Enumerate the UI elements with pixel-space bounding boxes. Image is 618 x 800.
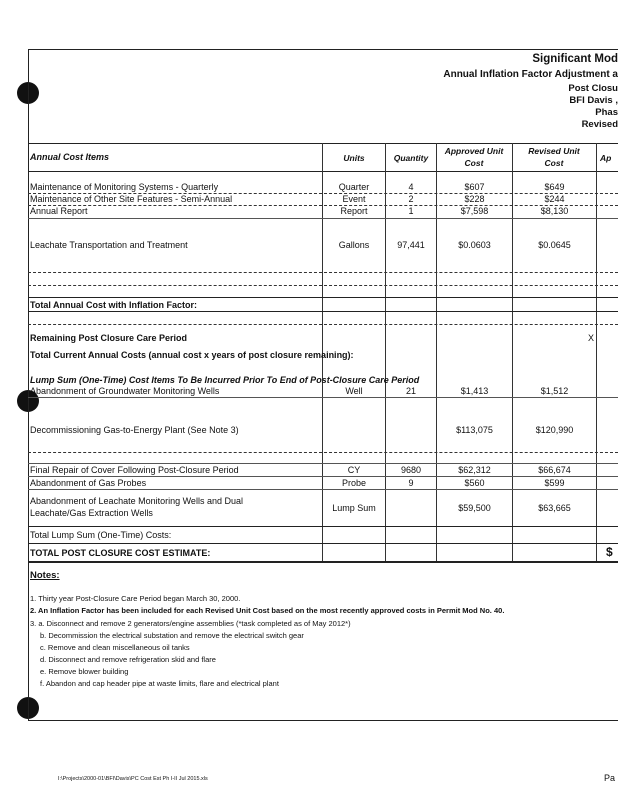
total-current-label: Total Current Annual Costs (annual cost x years of post closure remaining): — [30, 350, 354, 360]
row-divider — [28, 489, 618, 490]
col-header-approved: Approved Unit Cost — [444, 146, 504, 168]
note-3d: d. Disconnect and remove refrigeration skid and flare — [40, 655, 216, 664]
lump-row-units: Well — [345, 386, 363, 396]
doc-line-5: Phas — [595, 107, 618, 118]
lump-row-item: Abandonment of Gas Probes — [30, 478, 147, 488]
row-units: Event — [342, 194, 366, 204]
row-approved: $7,598 — [460, 206, 489, 216]
row-divider — [28, 285, 618, 286]
doc-line-3: Post Closu — [568, 83, 618, 94]
lump-sum-header: Lump Sum (One-Time) Cost Items To Be Incurred Prior To End of Post-Closure Care Period — [30, 375, 420, 385]
row-qty: 1 — [408, 206, 414, 216]
lump-row-approved: $62,312 — [458, 465, 491, 475]
lump-row-units: Probe — [341, 478, 367, 488]
row-units: Quarter — [338, 182, 370, 192]
lump-row-revised: $63,665 — [538, 503, 571, 513]
note-3b: b. Decommission the electrical substation and remove the electrical switch gear — [40, 631, 304, 640]
grand-total-dollar: $ — [606, 545, 613, 559]
row-divider — [28, 297, 618, 298]
row-approved: $607 — [464, 182, 485, 192]
bottom-border — [28, 720, 618, 721]
lump-row-units: Lump Sum — [332, 503, 376, 513]
note-3f: f. Abandon and cap header pipe at waste limits, flare and electrical plant — [40, 679, 279, 688]
doc-line-6: Revised — [581, 119, 618, 130]
note-3a: 3. a. Disconnect and remove 2 generators/engine assemblies (*task completed as of May 2012*) — [30, 619, 351, 628]
row-units: Gallons — [338, 240, 370, 250]
row-divider — [28, 543, 618, 544]
lump-row-revised: $66,674 — [538, 465, 571, 475]
col-header-items: Annual Cost Items — [30, 152, 110, 162]
row-revised: $244 — [544, 194, 565, 204]
row-item: Maintenance of Monitoring Systems - Quarterly — [30, 182, 219, 192]
total-lump-label: Total Lump Sum (One-Time) Costs: — [30, 530, 172, 540]
footer-page: Pa — [604, 773, 616, 783]
row-divider — [28, 218, 618, 219]
row-divider — [28, 272, 618, 273]
top-border — [28, 49, 618, 50]
row-divider — [28, 526, 618, 527]
doc-subtitle: Annual Inflation Factor Adjustment a — [443, 69, 618, 80]
lump-row-approved: $113,075 — [456, 425, 493, 435]
doc-title: Significant Mod — [532, 53, 618, 65]
lump-row-revised: $120,990 — [535, 425, 574, 435]
row-revised: $8,130 — [540, 206, 569, 216]
row-revised: $0.0645 — [538, 240, 571, 250]
note-3c: c. Remove and clean miscellaneous oil tanks — [40, 643, 190, 652]
lump-row-revised: $1,512 — [540, 386, 569, 396]
row-units: Report — [340, 206, 368, 216]
lump-row-approved: $560 — [464, 478, 485, 488]
lump-row-approved: $59,500 — [458, 503, 491, 513]
row-approved: $0.0603 — [458, 240, 491, 250]
footer-file-path: I:\Projects\2000-01\BFI\Davis\PC Cost Est Ph I-II Jul 2015.xls — [58, 776, 208, 782]
lump-row-approved: $1,413 — [460, 386, 489, 396]
lump-row-item-line1: Abandonment of Leachate Monitoring Wells and Dual — [30, 496, 243, 506]
doc-line-4: BFI Davis , — [569, 95, 618, 106]
row-divider — [28, 476, 618, 477]
col-header-quantity: Quantity — [393, 153, 429, 163]
row-divider — [28, 324, 618, 325]
grand-total-line — [28, 561, 618, 563]
remaining-period-label: Remaining Post Closure Care Period — [30, 333, 188, 343]
row-item: Annual Report — [30, 206, 88, 216]
lump-row-qty: 21 — [405, 386, 416, 396]
lump-row-units: CY — [347, 465, 361, 475]
note-1: 1. Thirty year Post-Closure Care Period began March 30, 2000. — [30, 594, 241, 603]
row-qty: 2 — [408, 194, 414, 204]
multiply-x: X — [588, 333, 595, 343]
left-border — [28, 49, 29, 721]
col-header-ap: Ap — [600, 153, 612, 163]
lump-row-revised: $599 — [544, 478, 565, 488]
lump-row-item: Abandonment of Groundwater Monitoring Wells — [30, 386, 220, 396]
row-qty: 97,441 — [397, 240, 425, 250]
notes-heading: Notes: — [30, 570, 60, 581]
row-revised: $649 — [544, 182, 565, 192]
lump-row-item-line2: Leachate/Gas Extraction Wells — [30, 508, 153, 518]
row-divider — [28, 397, 618, 398]
row-divider — [28, 463, 618, 464]
table-top-line — [28, 143, 618, 144]
header-bottom-line — [28, 171, 618, 172]
note-3e: e. Remove blower building — [40, 667, 129, 676]
row-qty: 4 — [408, 182, 414, 192]
row-approved: $228 — [464, 194, 485, 204]
grand-total-label: TOTAL POST CLOSURE COST ESTIMATE: — [30, 548, 211, 558]
col-header-revised: Revised Unit Cost — [528, 146, 580, 168]
col-header-units: Units — [343, 153, 365, 163]
row-divider — [28, 452, 618, 453]
total-annual-label: Total Annual Cost with Inflation Factor: — [30, 300, 197, 310]
row-item: Maintenance of Other Site Features - Semi-Annual — [30, 194, 233, 204]
lump-row-item: Decommissioning Gas-to-Energy Plant (See Note 3) — [30, 425, 239, 435]
lump-row-qty: 9 — [408, 478, 414, 488]
lump-row-item: Final Repair of Cover Following Post-Closure Period — [30, 465, 239, 475]
row-divider — [28, 311, 618, 312]
note-2: 2. An Inflation Factor has been included for each Revised Unit Cost based on the most recently approved costs in Permit Mod No. 40. — [30, 606, 505, 615]
lump-row-qty: 9680 — [400, 465, 422, 475]
row-item: Leachate Transportation and Treatment — [30, 240, 188, 250]
